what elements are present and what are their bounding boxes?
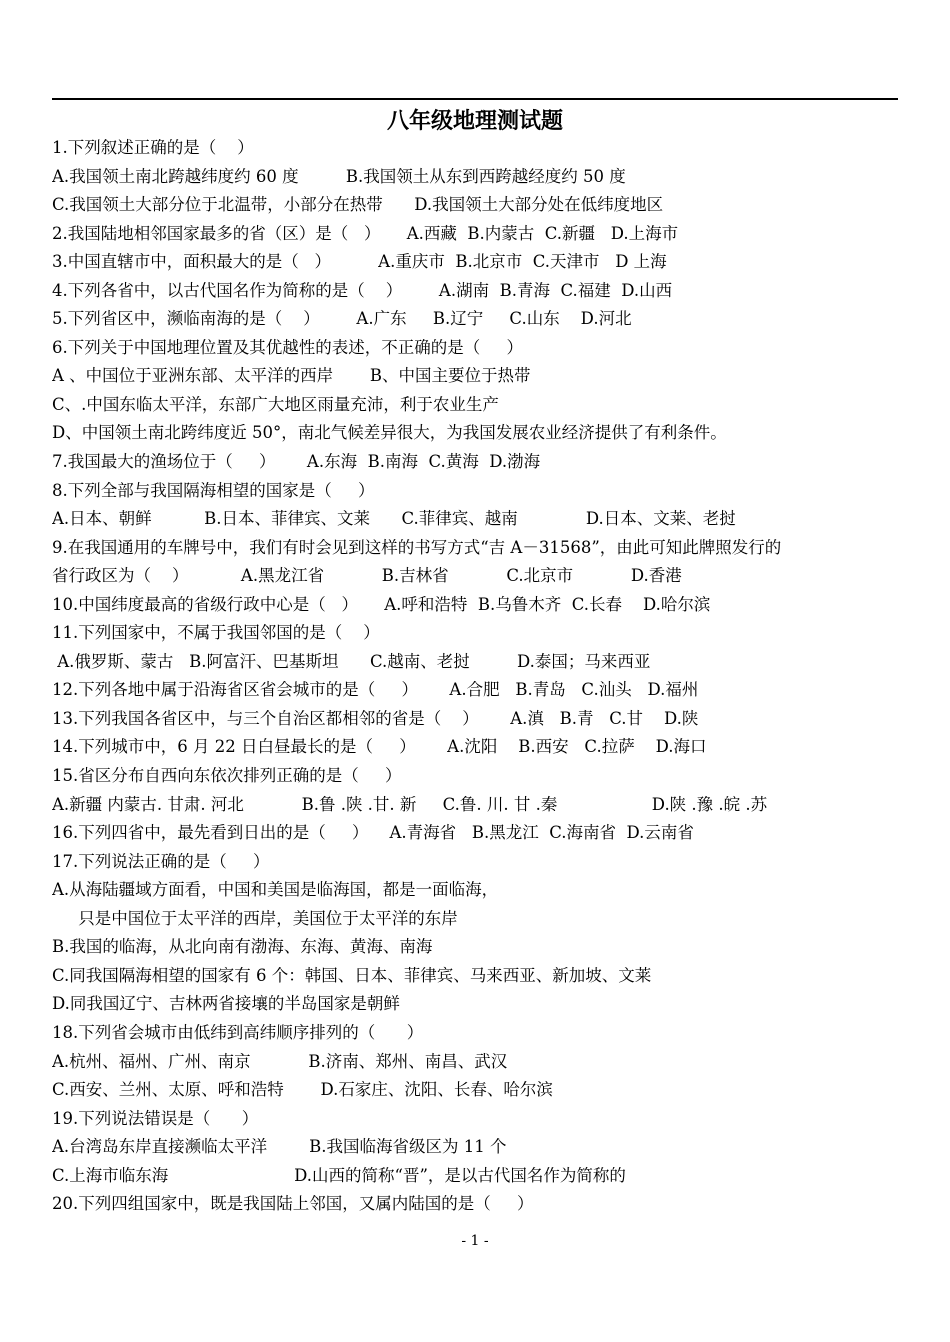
text-line: A.日本、朝鲜 B.日本、菲律宾、文莱 C.菲律宾、越南 D.日本、文莱、老挝 bbox=[52, 509, 736, 529]
text-line: 6.下列关于中国地理位置及其优越性的表述，不正确的是（ ） bbox=[52, 337, 523, 357]
text-line: 3.中国直辖市中，面积最大的是（ ） A.重庆市 B.北京市 C.天津市 D 上海 bbox=[52, 252, 667, 272]
text-line: 16.下列四省中，最先看到日出的是（ ） A.青海省 B.黑龙江 C.海南省 D.云南省 bbox=[52, 823, 694, 843]
header-rule bbox=[52, 98, 898, 100]
text-line: 10.中国纬度最高的省级行政中心是（ ） A.呼和浩特 B.乌鲁木齐 C.长春 D.哈尔滨 bbox=[52, 594, 711, 614]
document-title: 八年级地理测试题 bbox=[386, 108, 563, 134]
text-line: A.我国领土南北跨越纬度约 60 度 B.我国领土从东到西跨越经度约 50 度 bbox=[52, 166, 626, 186]
text-line: 5.下列省区中，濒临南海的是（ ） A.广东 B.辽宁 C.山东 D.河北 bbox=[52, 309, 632, 329]
text-line: 8.下列全部与我国隔海相望的国家是（ ） bbox=[52, 480, 375, 500]
text-line: 9.在我国通用的车牌号中，我们有时会见到这样的书写方式“吉 A－31568”，由此可知此牌照发行的 bbox=[52, 537, 782, 557]
text-line: 15.省区分布自西向东依次排列正确的是（ ） bbox=[52, 766, 402, 786]
text-line: B.我国的临海，从北向南有渤海、东海、黄海、南海 bbox=[52, 937, 433, 957]
text-line: C、.中国东临太平洋，东部广大地区雨量充沛，利于农业生产 bbox=[52, 394, 499, 414]
text-line: 19.下列说法错误是（ ） bbox=[52, 1108, 259, 1128]
text-line: C.西安、兰州、太原、呼和浩特 D.石家庄、沈阳、长春、哈尔滨 bbox=[52, 1080, 553, 1100]
text-line: 只是中国位于太平洋的西岸，美国位于太平洋的东岸 bbox=[52, 908, 458, 928]
text-line: 13.下列我国各省区中，与三个自治区都相邻的省是（ ） A.滇 B.青 C.甘 D.陕 bbox=[52, 708, 699, 728]
text-line: 4.下列各省中，以古代国名作为简称的是（ ） A.湖南 B.青海 C.福建 D.山西 bbox=[52, 280, 673, 300]
text-line: 2.我国陆地相邻国家最多的省（区）是（ ） A.西藏 B.内蒙古 C.新疆 D.上海市 bbox=[52, 223, 679, 243]
page-number: - 1 - bbox=[461, 1233, 489, 1249]
text-line: 11.下列国家中，不属于我国邻国的是（ ） bbox=[52, 623, 380, 643]
text-line: A.从海陆疆域方面看，中国和美国是临海国，都是一面临海， bbox=[52, 880, 499, 900]
text-line: D.同我国辽宁、吉林两省接壤的半岛国家是朝鲜 bbox=[52, 994, 400, 1014]
question-body bbox=[52, 134, 912, 1219]
text-line: A.杭州、福州、广州、南京 B.济南、郑州、南昌、武汉 bbox=[52, 1051, 508, 1071]
text-line: 12.下列各地中属于沿海省区省会城市的是（ ） A.合肥 B.青岛 C.汕头 D.福州 bbox=[52, 680, 699, 700]
text-line: C.我国领土大部分位于北温带，小部分在热带 D.我国领土大部分处在低纬度地区 bbox=[52, 195, 664, 215]
text-line: 7.我国最大的渔场位于（ ） A.东海 B.南海 C.黄海 D.渤海 bbox=[52, 452, 541, 472]
text-line: C.上海市临东海 D.山西的简称“晋”，是以古代国名作为简称的 bbox=[52, 1165, 626, 1185]
text-line: 14.下列城市中，6 月 22 日白昼最长的是（ ） A.沈阳 B.西安 C.拉萨 D.海口 bbox=[52, 737, 707, 757]
text-line: C.同我国隔海相望的国家有 6 个：韩国、日本、菲律宾、马来西亚、新加坡、文莱 bbox=[52, 965, 652, 985]
text-line: 18.下列省会城市由低纬到高纬顺序排列的（ ） bbox=[52, 1022, 424, 1042]
text-line: A.俄罗斯、蒙古 B.阿富汗、巴基斯坦 C.越南、老挝 D.泰国；马来西亚 bbox=[52, 651, 651, 671]
text-line: A 、中国位于亚洲东部、太平洋的西岸 B、中国主要位于热带 bbox=[52, 366, 531, 386]
text-line: 20.下列四组国家中，既是我国陆上邻国，又属内陆国的是（ ） bbox=[52, 1194, 534, 1214]
text-line: 省行政区为（ ） A.黑龙江省 B.吉林省 C.北京市 D.香港 bbox=[52, 566, 682, 586]
text-line: 17.下列说法正确的是（ ） bbox=[52, 851, 270, 871]
text-line: D、中国领土南北跨纬度近 50°，南北气候差异很大，为我国发展农业经济提供了有利条件。 bbox=[52, 423, 727, 443]
text-line: 1.下列叙述正确的是（ ） bbox=[52, 138, 254, 157]
text-line: A.台湾岛东岸直接濒临太平洋 B.我国临海省级区为 11 个 bbox=[52, 1137, 507, 1157]
text-line: A.新疆 内蒙古. 甘肃. 河北 B.鲁 .陕 .甘. 新 C.鲁. 川. 甘 .秦 D.陕 .豫 .皖 .苏 bbox=[52, 794, 768, 814]
